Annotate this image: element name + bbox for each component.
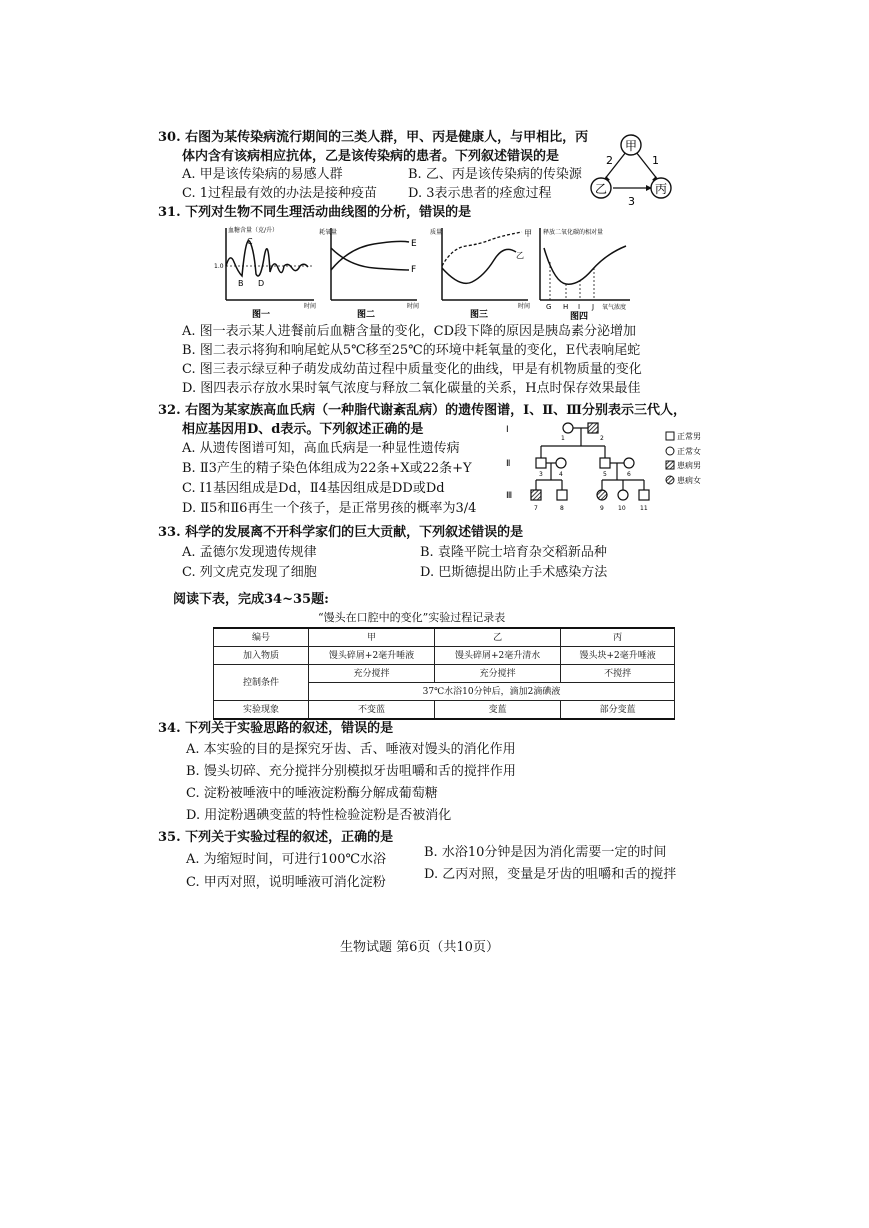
q31-graph-2 bbox=[319, 222, 425, 320]
g3-ylabel: 质量 bbox=[430, 229, 443, 236]
edge-label-1: 1 bbox=[652, 154, 659, 167]
q31-graph-3 bbox=[430, 222, 536, 320]
legend-normal-male: 正常男 bbox=[677, 432, 701, 441]
table-cell: 馒头碎屑+2毫升唾液 bbox=[309, 647, 435, 665]
table-cell: 不变蓝 bbox=[309, 701, 435, 720]
table-cell: 实验现象 bbox=[214, 701, 309, 720]
q31-graph-4 bbox=[530, 222, 640, 320]
q32-option-a: A. 从遗传图谱可知，高血氏病是一种显性遗传病 bbox=[182, 441, 460, 456]
table-cell: 变蓝 bbox=[435, 701, 561, 720]
q30-option-c: C. 1过程最有效的办法是接种疫苗 bbox=[182, 186, 378, 201]
table-cell: 不搅拌 bbox=[561, 665, 675, 683]
page-footer: 生物试题 第6页（共10页） bbox=[340, 940, 499, 955]
q34-option-d: D. 用淀粉遇碘变蓝的特性检验淀粉是否被消化 bbox=[186, 808, 452, 823]
table-cell: 编号 bbox=[214, 628, 309, 647]
q31-option-b: B. 图二表示将狗和响尾蛇从5℃移至25℃的环境中耗氧量的变化，E代表响尾蛇 bbox=[182, 343, 641, 358]
table-cell: 充分搅拌 bbox=[435, 665, 561, 683]
q30-option-b: B. 乙、丙是该传染病的传染源 bbox=[408, 167, 582, 182]
q30-stem-line1: 30. 右图为某传染病流行期间的三类人群，甲、丙是健康人，与甲相比，丙 bbox=[158, 130, 589, 145]
ped-num-6: 6 bbox=[627, 471, 631, 478]
g4-caption: 图四 bbox=[570, 312, 589, 320]
g2-curve-e: E bbox=[411, 239, 417, 249]
ped-num-1: 1 bbox=[561, 435, 565, 442]
q35-stem: 35. 下列关于实验过程的叙述，正确的是 bbox=[158, 830, 394, 845]
node-yi: 乙 bbox=[594, 182, 608, 196]
ped-num-7: 7 bbox=[534, 505, 538, 512]
edge-label-2: 2 bbox=[606, 154, 613, 167]
table-cell: 充分搅拌 bbox=[309, 665, 435, 683]
g3-xlabel: 时间 bbox=[518, 303, 531, 310]
table-cell: 37℃水浴10分钟后，滴加2滴碘液 bbox=[309, 683, 675, 701]
q35-option-d: D. 乙丙对照，变量是牙齿的咀嚼和舌的搅拌 bbox=[424, 867, 677, 882]
q33-option-c: C. 列文虎克发现了细胞 bbox=[182, 565, 317, 580]
ped-num-2: 2 bbox=[600, 435, 604, 442]
q33-stem: 33. 科学的发展离不开科学家们的巨大贡献，下列叙述错误的是 bbox=[158, 525, 524, 540]
ped-num-11: 11 bbox=[640, 505, 648, 512]
gen-label-2: Ⅱ bbox=[506, 459, 511, 469]
gen-label-1: Ⅰ bbox=[506, 425, 509, 435]
g4-point-h: H bbox=[563, 303, 569, 311]
ped-num-10: 10 bbox=[618, 505, 626, 512]
q31-graph-1 bbox=[212, 222, 318, 320]
g1-point-c: C bbox=[247, 237, 253, 246]
table-cell: 馒头块+2毫升唾液 bbox=[561, 647, 675, 665]
edge-label-3: 3 bbox=[628, 195, 635, 208]
q32-stem-line1: 32. 右图为某家族高血氏病（一种脂代谢紊乱病）的遗传图谱，Ⅰ、Ⅱ、Ⅲ分别表示三代人， bbox=[158, 403, 687, 418]
table-row bbox=[214, 647, 675, 665]
g1-point-b: B bbox=[238, 279, 244, 288]
q35-option-b: B. 水浴10分钟是因为消化需要一定的时间 bbox=[424, 845, 667, 860]
g1-tick: 1.0 bbox=[214, 263, 224, 270]
node-bing: 丙 bbox=[654, 182, 668, 196]
ped-num-5: 5 bbox=[603, 471, 607, 478]
g4-point-j: J bbox=[592, 303, 595, 311]
g2-ylabel: 耗氧量 bbox=[319, 229, 338, 236]
q33-option-b: B. 袁隆平院士培育杂交稻新品种 bbox=[420, 545, 607, 560]
q30-option-a: A. 甲是该传染病的易感人群 bbox=[182, 167, 343, 182]
q32-pedigree-chart bbox=[504, 418, 714, 518]
q30-stem-line2: 体内含有该病相应抗体，乙是该传染病的患者。下列叙述错误的是 bbox=[182, 149, 560, 164]
g1-point-d: D bbox=[258, 279, 265, 288]
g4-point-i: I bbox=[578, 303, 581, 311]
table-cell: 加入物质 bbox=[214, 647, 309, 665]
table-row bbox=[214, 701, 675, 720]
q33-option-a: A. 孟德尔发现遗传规律 bbox=[182, 545, 317, 560]
q34-option-b: B. 馒头切碎、充分搅拌分别模拟牙齿咀嚼和舌的搅拌作用 bbox=[186, 764, 516, 779]
g1-caption: 图一 bbox=[252, 310, 271, 320]
g2-curve-f: F bbox=[411, 265, 417, 275]
gen-label-3: Ⅲ bbox=[506, 491, 513, 501]
g3-curve-jia: 甲 bbox=[524, 229, 532, 238]
q34-option-c: C. 淀粉被唾液中的唾液淀粉酶分解成葡萄糖 bbox=[186, 786, 438, 801]
q31-stem: 31. 下列对生物不同生理活动曲线图的分析，错误的是 bbox=[158, 205, 472, 220]
ped-num-9: 9 bbox=[600, 505, 604, 512]
table-cell: 丙 bbox=[561, 628, 675, 647]
q32-option-d: D. Ⅱ5和Ⅱ6再生一个孩子，是正常男孩的概率为3/4 bbox=[182, 501, 477, 516]
q30-option-d: D. 3表示患者的痊愈过程 bbox=[408, 186, 552, 201]
node-jia: 甲 bbox=[624, 139, 638, 153]
q31-option-d: D. 图四表示存放水果时氧气浓度与释放二氧化碳量的关系，H点时保存效果最佳 bbox=[182, 381, 641, 396]
table-cell: 甲 bbox=[309, 628, 435, 647]
q35-option-a: A. 为缩短时间，可进行100℃水浴 bbox=[186, 852, 387, 867]
g4-point-g: G bbox=[546, 303, 552, 311]
ped-num-3: 3 bbox=[539, 471, 543, 478]
q32-option-b: B. Ⅱ3产生的精子染色体组成为22条+X或22条+Y bbox=[182, 461, 472, 476]
table-title: “馒头在口腔中的变化”实验过程记录表 bbox=[318, 611, 506, 624]
legend-affected-female: 患病女 bbox=[677, 476, 701, 485]
ped-num-8: 8 bbox=[560, 505, 564, 512]
g1-ylabel: 血糖含量（克/升） bbox=[228, 227, 279, 234]
g3-caption: 图三 bbox=[470, 310, 489, 320]
reading-header: 阅读下表，完成34~35题: bbox=[173, 592, 329, 607]
g3-curve-yi: 乙 bbox=[516, 251, 524, 260]
g4-xlabel: 氧气浓度 bbox=[602, 304, 627, 311]
ped-num-4: 4 bbox=[559, 471, 563, 478]
q31-option-a: A. 图一表示某人进餐前后血糖含量的变化，CD段下降的原因是胰岛素分泌增加 bbox=[182, 324, 637, 339]
experiment-table bbox=[213, 627, 675, 720]
table-cell: 乙 bbox=[435, 628, 561, 647]
table-cell: 控制条件 bbox=[214, 665, 309, 701]
g2-xlabel: 时间 bbox=[407, 303, 420, 310]
legend-affected-male: 患病男 bbox=[677, 461, 701, 470]
q33-option-d: D. 巴斯德提出防止手术感染方法 bbox=[420, 565, 608, 580]
g4-ylabel: 释放二氧化碳的相对量 bbox=[543, 229, 604, 236]
g2-caption: 图二 bbox=[357, 310, 376, 320]
q35-option-c: C. 甲丙对照，说明唾液可消化淀粉 bbox=[186, 875, 386, 890]
table-header-row bbox=[214, 628, 675, 647]
q32-stem-line2: 相应基因用D、d表示。下列叙述正确的是 bbox=[182, 422, 424, 437]
g1-xlabel: 时间 bbox=[304, 303, 317, 310]
table-cell: 部分变蓝 bbox=[561, 701, 675, 720]
q34-option-a: A. 本实验的目的是探究牙齿、舌、唾液对馒头的消化作用 bbox=[186, 742, 516, 757]
q34-stem: 34. 下列关于实验思路的叙述，错误的是 bbox=[158, 721, 394, 736]
q31-option-c: C. 图三表示绿豆种子萌发成幼苗过程中质量变化的曲线，甲是有机物质量的变化 bbox=[182, 362, 642, 377]
q32-option-c: C. Ⅰ1基因组成是Dd，Ⅱ4基因组成是DD或Dd bbox=[182, 481, 445, 496]
q30-triangle-diagram bbox=[586, 130, 696, 210]
table-row bbox=[214, 665, 675, 683]
legend-normal-female: 正常女 bbox=[677, 447, 701, 456]
table-cell: 馒头碎屑+2毫升清水 bbox=[435, 647, 561, 665]
